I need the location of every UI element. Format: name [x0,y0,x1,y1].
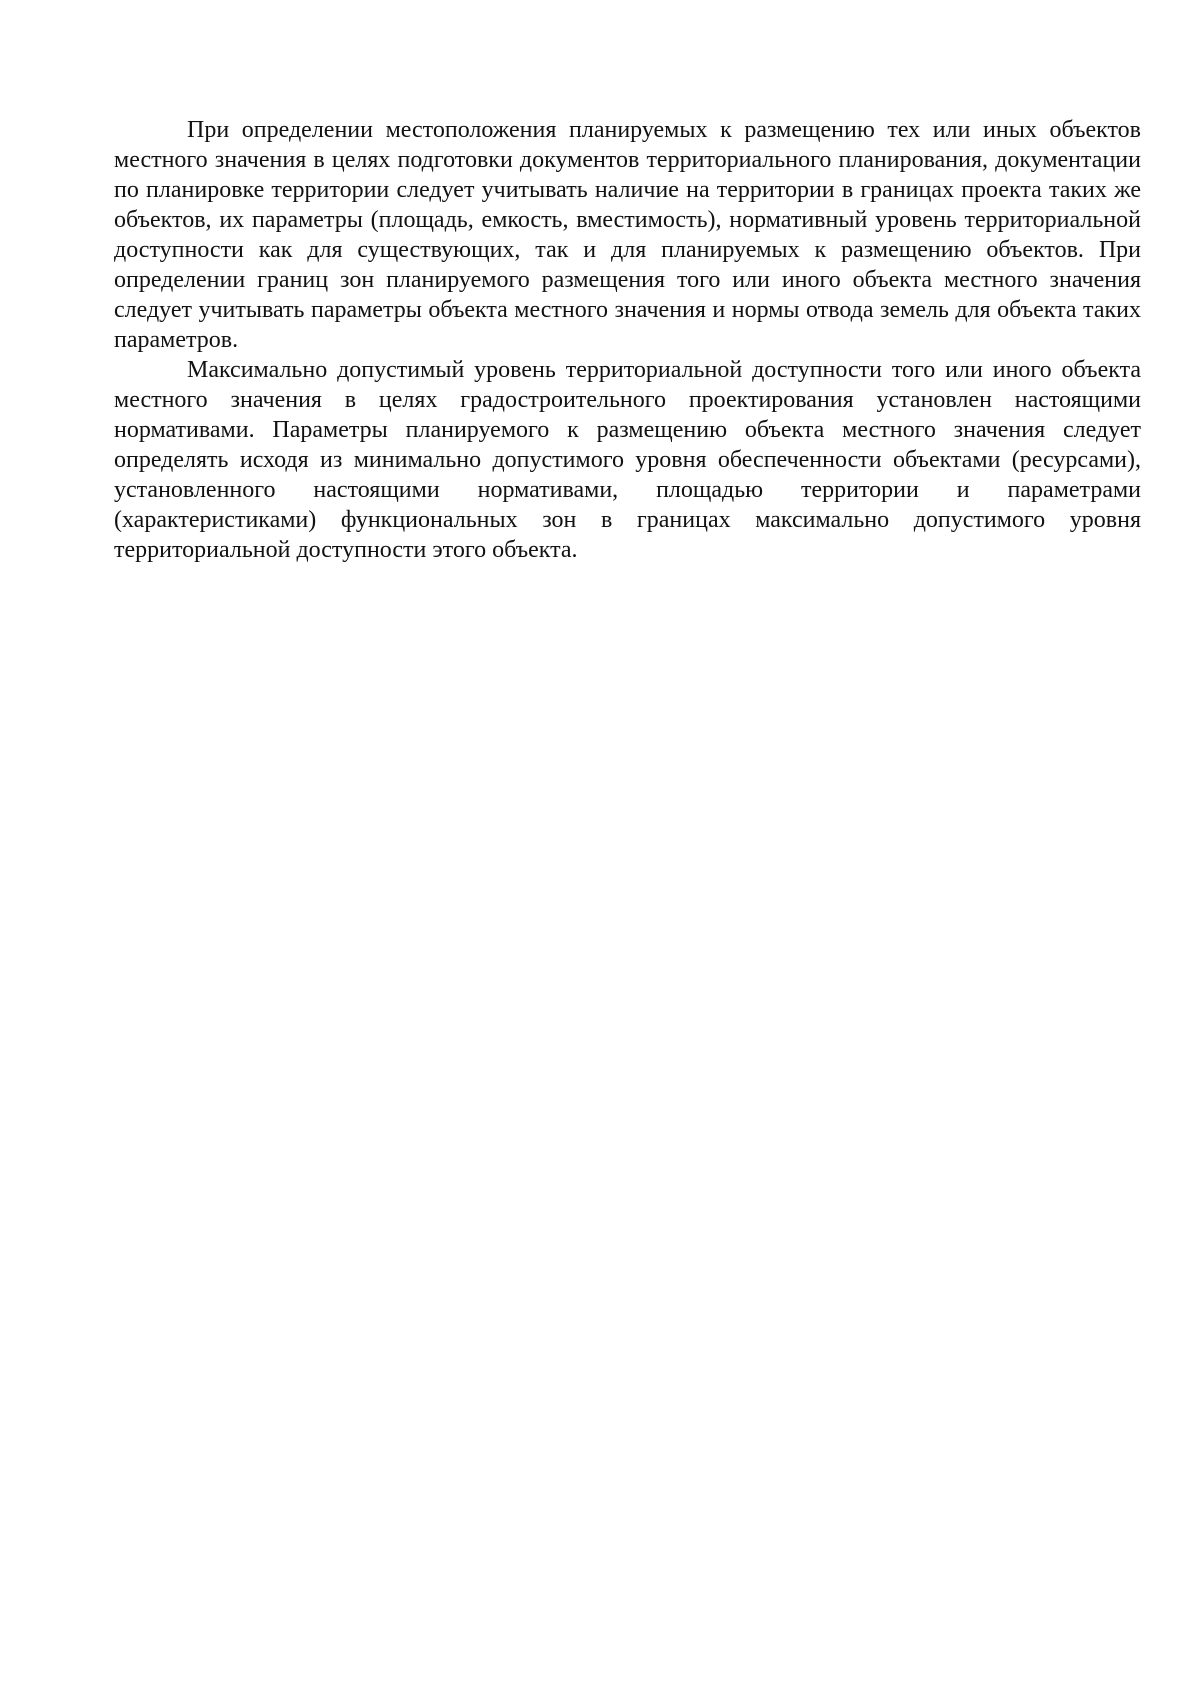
document-body [114,115,1141,565]
paragraph-location-planning: При определении местоположения планируемых к размещению тех или иных объектов местного значения в целях подготовки документов территориального планирования, документации по планировке территории следует учитывать наличие на территории в границах проекта таких же объектов, их параметры (площадь, емкость, вместимость), нормативный уровень территориальной доступности как для существующих, так и для планируемых к размещению объектов. При определении границ зон планируемого размещения того или иного объекта местного значения следует учитывать параметры объекта местного значения и нормы отвода земель для объекта таких параметров. [114,117,1141,353]
paragraph-territorial-accessibility: Максимально допустимый уровень территориальной доступности того или иного объекта местного значения в целях градостроительного проектирования установлен настоящими нормативами. Параметры планируемого к размещению объекта местного значения следует определять исходя из минимально допустимого уровня обеспеченности объектами (ресурсами), установленного настоящими нормативами, площадью территории и параметрами (характеристиками) функциональных зон в границах максимально допустимого уровня территориальной доступности этого объекта. [114,357,1141,563]
